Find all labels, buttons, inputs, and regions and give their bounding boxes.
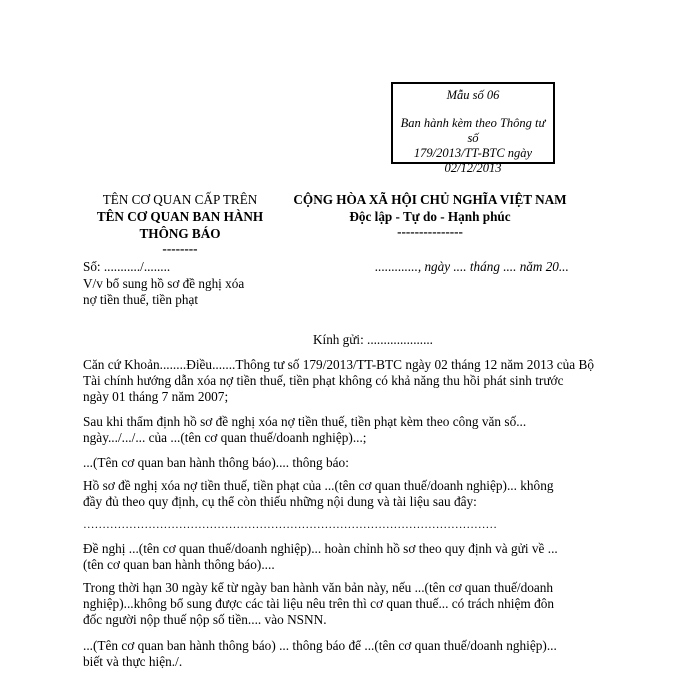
agency-divider: -------- (162, 241, 198, 256)
place-date: ............., ngày .... tháng .... năm 20... (375, 259, 569, 274)
paragraph-request (83, 541, 623, 573)
document-subject (83, 276, 244, 308)
subject-line1: V/v bổ sung hồ sơ đề nghị xóa (83, 276, 245, 291)
document-number: Số: .........../........ (83, 259, 171, 274)
issuing-agency-name-line2: THÔNG BÁO (139, 226, 221, 241)
subject-line2: nợ tiền thuế, tiền phạt (83, 292, 199, 307)
p2-line2: ngày.../.../... của ...(tên cơ quan thuế/doanh nghiệp)...; (83, 430, 367, 445)
p1-line2: Tài chính hướng dẫn xóa nợ tiền thuế, tiền phạt không có khả năng thu hồi phát sinh trước (83, 373, 564, 388)
p7-line3: đốc người nộp thuế nộp số tiền.... vào NSNN. (83, 612, 327, 627)
p1-line3: ngày 01 tháng 7 năm 2007; (83, 389, 229, 404)
form-issued-line1: Ban hành kèm theo Thông tư số (400, 116, 546, 145)
p7-line1: Trong thời hạn 30 ngày kể từ ngày ban hành văn bản này, nếu ...(tên cơ quan thuế/doanh (83, 580, 554, 595)
paragraph-review (83, 414, 623, 446)
paragraph-closing (83, 638, 623, 670)
form-code: Mẫu số 06 (446, 88, 500, 102)
paragraph-notice-intro (83, 455, 623, 471)
p1-line1: Căn cứ Khoản........Điều.......Thông tư số 179/2013/TT-BTC ngày 02 tháng 12 năm 2013 của Bộ (83, 357, 595, 372)
paragraph-incomplete-file (83, 478, 623, 510)
p6-line1: Đề nghị ...(tên cơ quan thuế/doanh nghiệp)... hoàn chỉnh hồ sơ theo quy định và gửi về ... (83, 541, 558, 556)
p3-line1: ...(Tên cơ quan ban hành thông báo).... thông báo: (83, 455, 349, 470)
superior-agency-name: TÊN CƠ QUAN CẤP TRÊN (102, 192, 258, 207)
recipient-line: Kính gửi: .................... (313, 332, 433, 347)
p4-line2: đầy đủ theo quy định, cụ thể còn thiếu những nội dung và tài liệu sau đây: (83, 494, 477, 509)
form-issued-note (393, 116, 553, 176)
p2-line1: Sau khi thẩm định hồ sơ đề nghị xóa nợ tiền thuế, tiền phạt kèm theo công văn số... (83, 414, 527, 429)
issuing-agency-name-line1: TÊN CƠ QUAN BAN HÀNH (96, 209, 264, 224)
header-agency-block (60, 191, 300, 256)
p5-line1: ……………………………………………………………………………………………… (83, 519, 497, 531)
paragraph-deadline (83, 580, 623, 628)
p8-line1: ...(Tên cơ quan ban hành thông báo) ... thông báo để ...(tên cơ quan thuế/doanh nghiệp)... (83, 638, 557, 653)
p4-line1: Hồ sơ đề nghị xóa nợ tiền thuế, tiền phạt của ...(tên cơ quan thuế/doanh nghiệp)... không (83, 478, 554, 493)
p8-line2: biết và thực hiện./. (83, 654, 183, 669)
paragraph-missing-items (83, 517, 623, 533)
p6-line2: (tên cơ quan ban hành thông báo).... (83, 557, 275, 572)
p7-line2: nghiệp)...không bổ sung được các tài liệu nêu trên thì cơ quan thuế... có trách nhiệm đôn (83, 596, 555, 611)
national-motto: Độc lập - Tự do - Hạnh phúc (349, 209, 511, 224)
form-code-box (391, 82, 555, 175)
republic-title: CỘNG HÒA XÃ HỘI CHỦ NGHĨA VIỆT NAM (293, 192, 567, 207)
form-issued-line3: 02/12/2013 (444, 161, 502, 175)
paragraph-legal-basis (83, 357, 623, 405)
motto-divider: --------------- (397, 224, 463, 239)
national-header-block (275, 191, 585, 239)
form-issued-line2: 179/2013/TT-BTC ngày (413, 146, 533, 160)
